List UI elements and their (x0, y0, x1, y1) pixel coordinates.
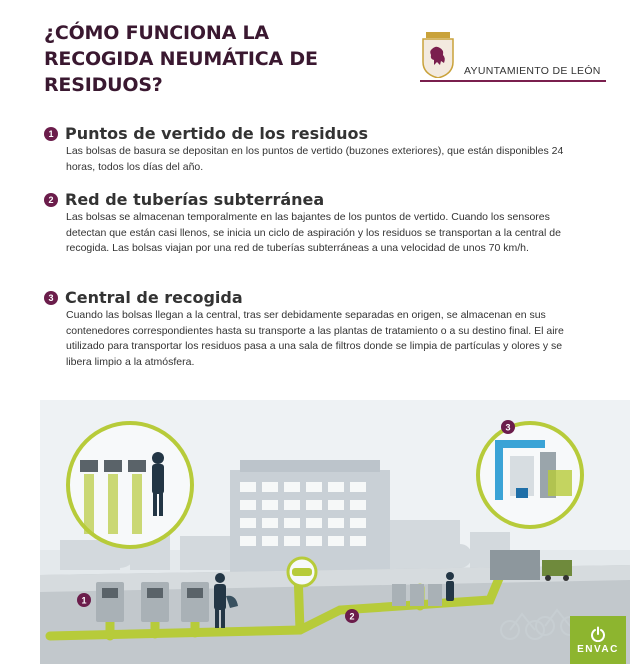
section-body-2: Las bolsas se almacenan temporalmente en las bajantes de los puntos de vertido. Cuando los sensores detectan que están casi llenos, se inicia un ciclo de aspiración y los residuos se transportan a la central de recogida. Las bolsas viajan por una red de tuberías subterráneas a una velocidad de unos 70 km/h. (66, 211, 561, 254)
envac-name: ENVAC (577, 643, 619, 655)
marker-2-label: 2 (349, 611, 355, 622)
section-number-1: 1 (44, 127, 58, 141)
central-detail-circle (478, 423, 582, 527)
city-council-logo (420, 32, 610, 84)
pipe-detail-circle (288, 558, 316, 586)
section-2 (44, 190, 584, 257)
coat-of-arms-icon (420, 32, 456, 78)
pneumatic-system-illustration (40, 400, 630, 664)
section-title-3: Central de recogida (65, 288, 243, 307)
waste-inlets (96, 582, 209, 622)
section-number-3: 3 (44, 291, 58, 305)
section-body-3: Cuando las bolsas llegan a la central, tras ser debidamente separadas en origen, se almacenan en sus contenedores correspondientes hasta su transporte a las plantas de tratamiento o a su destino final. El aire utilizado para transportar los residuos pasa a una sala de filtros donde se limpia de partículas y olores y se libera limpio a la atmósfera. (66, 309, 564, 368)
inlet-detail-circle (68, 423, 192, 547)
section-1 (44, 124, 584, 175)
section-title-1: Puntos de vertido de los residuos (65, 124, 368, 143)
section-body-1: Las bolsas de basura se depositan en los puntos de vertido (buzones exteriores), que están disponibles 24 horas, todos los días del año. (66, 145, 564, 173)
illustration-scene (40, 400, 630, 664)
step-marker-1 (77, 593, 91, 607)
step-marker-2 (345, 609, 359, 623)
logo-underline (420, 80, 606, 82)
step-marker-3 (501, 420, 515, 434)
power-icon (590, 626, 606, 642)
marker-3-label: 3 (505, 422, 511, 433)
page-title: ¿CÓMO FUNCIONA LA RECOGIDA NEUMÁTICA DE RESIDUOS? (44, 22, 318, 96)
section-3 (44, 288, 584, 370)
marker-1-label: 1 (81, 595, 87, 606)
section-number-2: 2 (44, 193, 58, 207)
envac-logo (570, 616, 626, 664)
organization-name: AYUNTAMIENTO DE LEÓN (464, 65, 601, 77)
section-title-2: Red de tuberías subterránea (65, 190, 325, 209)
